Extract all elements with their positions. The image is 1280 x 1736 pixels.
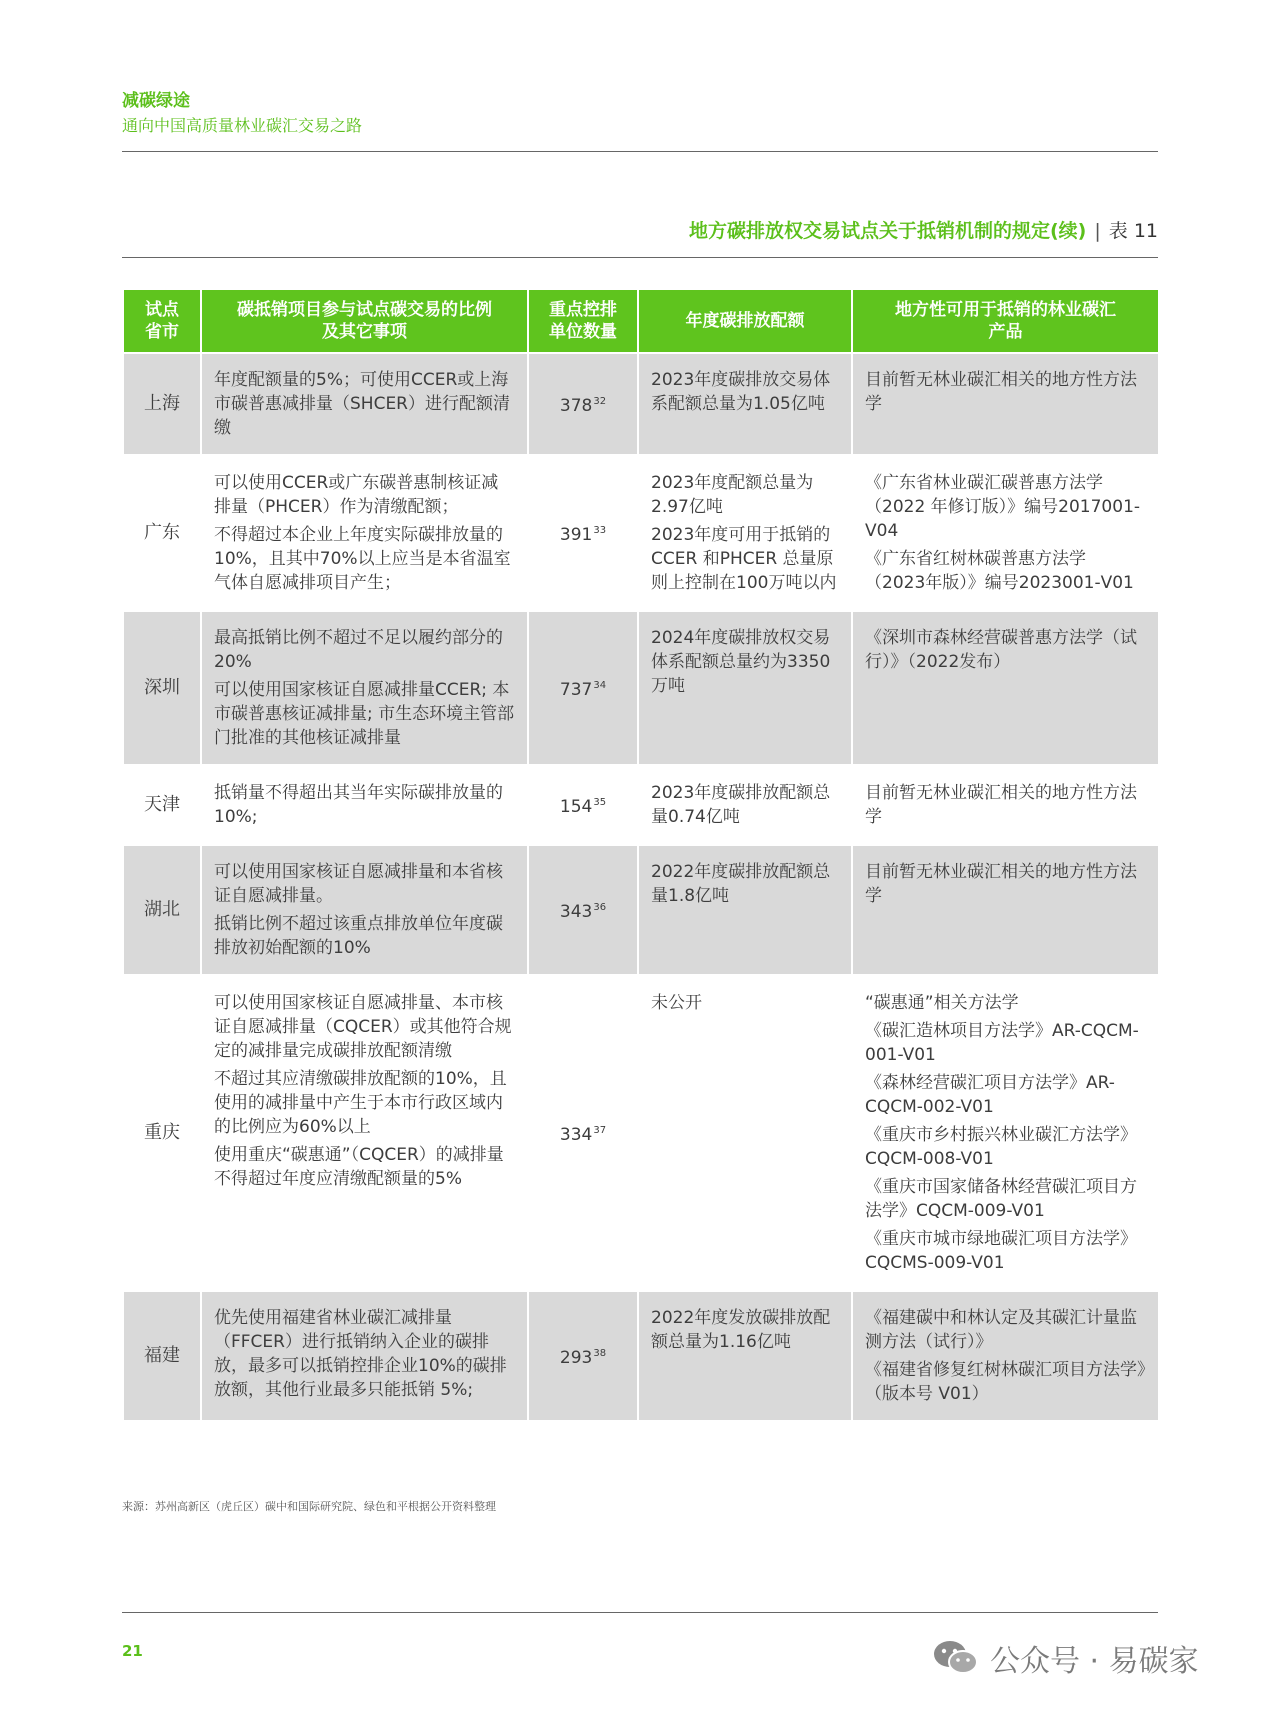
title-divider — [122, 257, 1158, 258]
table-row — [124, 612, 1158, 767]
footnote-ref: 34 — [593, 680, 607, 691]
cell-count — [529, 612, 637, 767]
cell-paragraph: 抵销量不得超出其当年实际碳排放量的10%; — [214, 783, 503, 827]
cell-products — [853, 354, 1158, 457]
cell-rules — [202, 767, 527, 846]
footnote-ref: 33 — [593, 525, 607, 536]
header-text: 试点 — [145, 300, 179, 320]
cell-quota — [639, 354, 851, 457]
table-row — [124, 846, 1158, 977]
cell-city: 广东 — [124, 457, 200, 612]
count-value: 343 — [559, 902, 593, 922]
cell-paragraph: 2024年度碳排放权交易体系配额总量约为3350万吨 — [651, 628, 831, 696]
cell-paragraph: “碳惠通”相关方法学 — [865, 993, 1019, 1013]
table-end — [122, 1493, 1158, 1494]
count-value: 154 — [559, 797, 593, 817]
header-city — [124, 290, 200, 354]
cell-paragraph: 《森林经营碳汇项目方法学》AR-CQCM-002-V01 — [865, 1073, 1115, 1117]
cell-paragraph: 目前暂无林业碳汇相关的地方性方法学 — [865, 370, 1137, 414]
table-row — [124, 457, 1158, 612]
cell-quota — [639, 1292, 851, 1423]
cell-count — [529, 977, 637, 1292]
cell-products — [853, 1292, 1158, 1423]
cell-city: 湖北 — [124, 846, 200, 977]
cell-products — [853, 612, 1158, 767]
cell-quota — [639, 612, 851, 767]
cell-paragraph: 使用重庆“碳惠通”（CQCER）的减排量不得超过年度应清缴配额量的5% — [214, 1145, 504, 1189]
cell-count — [529, 846, 637, 977]
header-text: 重点控排 — [549, 300, 617, 320]
table-row — [124, 354, 1158, 457]
cell-products — [853, 846, 1158, 977]
header-quota — [639, 290, 851, 354]
header-count — [529, 290, 637, 354]
cell-city: 重庆 — [124, 977, 200, 1292]
cell-paragraph: 2022年度发放碳排放配额总量为1.16亿吨 — [651, 1308, 831, 1352]
cell-paragraph: 《广东省林业碳汇碳普惠方法学（2022 年修订版）》编号2017001-V04 — [865, 473, 1141, 541]
header-products — [853, 290, 1158, 354]
cell-paragraph: 《福建省修复红树林碳汇项目方法学》（版本号 V01） — [865, 1360, 1146, 1404]
cell-rules — [202, 457, 527, 612]
watermark-text: 公众号 · 易碳家 — [990, 1644, 1199, 1679]
header-rules — [202, 290, 527, 354]
count-value: 378 — [559, 396, 593, 416]
cell-paragraph: 年度配额量的5%；可使用CCER或上海市碳普惠减排量（SHCER）进行配额清缴 — [214, 370, 510, 438]
cell-count — [529, 354, 637, 457]
cell-city: 福建 — [124, 1292, 200, 1423]
footnote-ref: 36 — [593, 902, 607, 913]
table-title-text: 地方碳排放权交易试点关于抵销机制的规定(续) — [689, 220, 1087, 242]
cell-count — [529, 457, 637, 612]
cell-paragraph: 《福建碳中和林认定及其碳汇计量监测方法（试行）》 — [865, 1308, 1137, 1352]
cell-paragraph: 可以使用CCER或广东碳普惠制核证减排量（PHCER）作为清缴配额； — [214, 473, 499, 517]
cell-rules — [202, 846, 527, 977]
cell-paragraph: 2022年度碳排放配额总量1.8亿吨 — [651, 862, 831, 906]
header-text: 产品 — [988, 322, 1023, 342]
wechat-icon — [932, 1638, 980, 1678]
cell-paragraph: 可以使用国家核证自愿减排量和本省核证自愿减排量。 — [214, 862, 503, 906]
cell-rules — [202, 1292, 527, 1423]
cell-paragraph: 最高抵销比例不超过不足以履约部分的20% — [214, 628, 503, 672]
cell-paragraph: 2023年度配额总量为2.97亿吨 — [651, 473, 814, 517]
cell-paragraph: 目前暂无林业碳汇相关的地方性方法学 — [865, 783, 1137, 827]
cell-paragraph: 2023年度可用于抵销的 CCER 和PHCER 总量原则上控制在100万吨以内 — [651, 525, 837, 593]
cell-city: 天津 — [124, 767, 200, 846]
cell-paragraph: 《深圳市森林经营碳普惠方法学（试行）》（2022发布） — [865, 628, 1137, 672]
cell-count — [529, 767, 637, 846]
cell-count — [529, 1292, 637, 1423]
cell-paragraph: 可以使用国家核证自愿减排量CCER; 本市碳普惠核证减排量; 市生态环境主管部门批准的其他核证减排量 — [214, 680, 515, 748]
page-header — [122, 90, 362, 137]
page-number: 21 — [122, 1642, 143, 1660]
cell-products — [853, 767, 1158, 846]
cell-paragraph: 《重庆市国家储备林经营碳汇项目方法学》CQCM-009-V01 — [865, 1177, 1137, 1221]
count-value: 391 — [559, 525, 593, 545]
header-text: 碳抵销项目参与试点碳交易的比例 — [237, 300, 492, 320]
cell-paragraph: 不得超过本企业上年度实际碳排放量的10%，且其中70%以上应当是本省温室气体自愿减排项目产生； — [214, 525, 511, 593]
cell-paragraph: 《重庆市城市绿地碳汇项目方法学》CQCMS-009-V01 — [865, 1229, 1137, 1273]
header-text: 单位数量 — [549, 322, 617, 342]
table-row — [124, 767, 1158, 846]
table-title-separator: | — [1094, 220, 1101, 242]
count-value: 737 — [559, 680, 593, 700]
cell-quota — [639, 846, 851, 977]
table-number: 表 11 — [1108, 220, 1158, 242]
cell-paragraph: 可以使用国家核证自愿减排量、本市核证自愿减排量（CQCER）或其他符合规定的减排量完成碳排放配额清缴 — [214, 993, 512, 1061]
table-title — [689, 218, 1158, 244]
header-divider — [122, 151, 1158, 152]
header-text: 及其它事项 — [322, 322, 407, 342]
count-value: 293 — [559, 1348, 593, 1368]
offset-rules-table — [122, 290, 1160, 1423]
header-text: 年度碳排放配额 — [685, 311, 805, 331]
table-header-row — [124, 290, 1158, 354]
count-value: 334 — [559, 1125, 593, 1145]
cell-paragraph: 抵销比例不超过该重点排放单位年度碳排放初始配额的10% — [214, 914, 503, 958]
source-note: 来源：苏州高新区（虎丘区）碳中和国际研究院、绿色和平根据公开资料整理 — [122, 1500, 496, 1513]
cell-paragraph: 《碳汇造林项目方法学》AR-CQCM-001-V01 — [865, 1021, 1139, 1065]
cell-paragraph: 优先使用福建省林业碳汇减排量（FFCER）进行抵销纳入企业的碳排放，最多可以抵销控排企业10%的碳排放额，其他行业最多只能抵销 5%; — [214, 1308, 507, 1400]
cell-paragraph: 《广东省红树林碳普惠方法学（2023年版）》编号2023001-V01 — [865, 549, 1134, 593]
cell-city: 深圳 — [124, 612, 200, 767]
publication-subtitle: 通向中国高质量林业碳汇交易之路 — [122, 116, 363, 135]
table-row — [124, 977, 1158, 1292]
cell-products — [853, 977, 1158, 1292]
footer-divider — [122, 1612, 1158, 1613]
footnote-ref: 37 — [593, 1125, 607, 1136]
cell-quota — [639, 977, 851, 1292]
cell-paragraph: 《重庆市乡村振兴林业碳汇方法学》CQCM-008-V01 — [865, 1125, 1137, 1169]
cell-paragraph: 目前暂无林业碳汇相关的地方性方法学 — [865, 862, 1137, 906]
footnote-ref: 35 — [593, 797, 607, 808]
footnote-ref: 32 — [593, 396, 607, 407]
publication-brand: 减碳绿途 — [122, 91, 190, 111]
cell-quota — [639, 767, 851, 846]
watermark — [932, 1636, 1252, 1680]
header-text: 省市 — [145, 322, 179, 342]
cell-products — [853, 457, 1158, 612]
cell-paragraph: 不超过其应清缴碳排放配额的10%，且使用的减排量中产生于本市行政区域内的比例应为60%以上 — [214, 1069, 507, 1137]
cell-paragraph: 2023年度碳排放交易体系配额总量为1.05亿吨 — [651, 370, 831, 414]
cell-rules — [202, 977, 527, 1292]
cell-rules — [202, 612, 527, 767]
cell-rules — [202, 354, 527, 457]
cell-quota — [639, 457, 851, 612]
cell-city: 上海 — [124, 354, 200, 457]
header-text: 地方性可用于抵销的林业碳汇 — [895, 300, 1116, 320]
table-row — [124, 1292, 1158, 1423]
cell-paragraph: 未公开 — [651, 993, 702, 1013]
cell-paragraph: 2023年度碳排放配额总量0.74亿吨 — [651, 783, 831, 827]
footnote-ref: 38 — [593, 1348, 607, 1359]
